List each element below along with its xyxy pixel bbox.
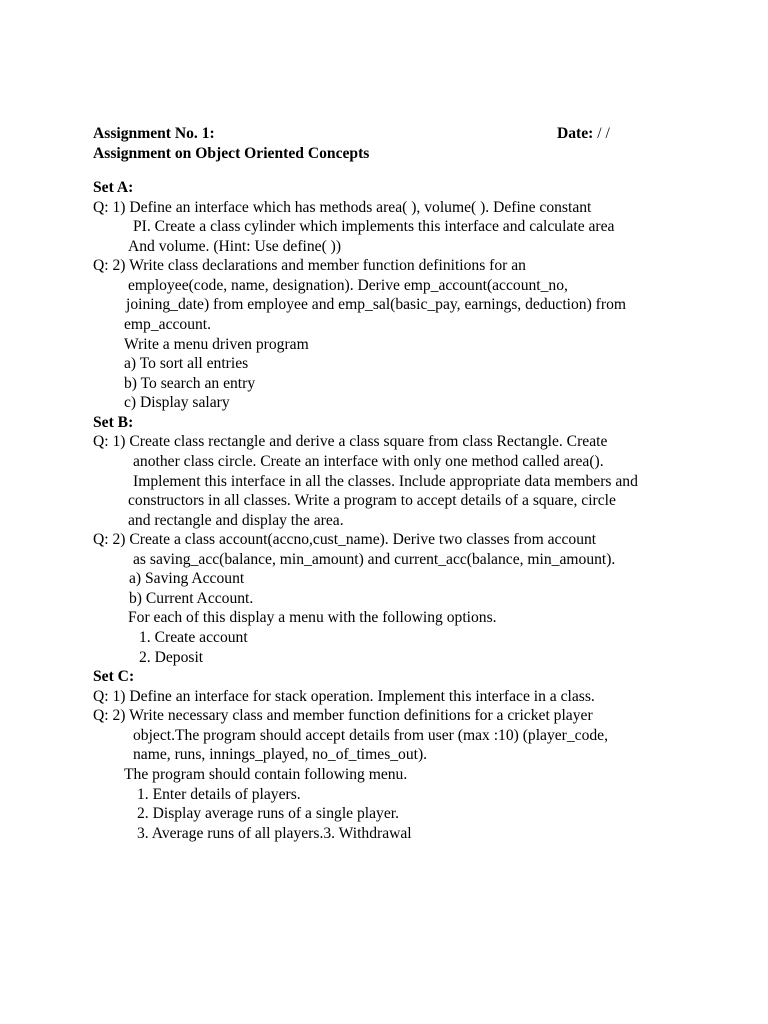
set-c-q2-menu-item: 3. Average runs of all players.3. Withdrawal [137,825,412,842]
set-b-q1-line: and rectangle and display the area. [128,512,344,529]
set-a-q2-line: Q: 2) Write class declarations and member function definitions for an [93,257,526,274]
set-a-q2-line: Write a menu driven program [124,336,309,353]
set-a-q2-option: b) To search an entry [124,375,256,392]
set-b-q1-line: Q: 1) Create class rectangle and derive a class square from class Rectangle. Create [93,433,608,450]
set-a-q2-line: emp_account. [124,316,212,333]
set-a-q2-option: a) To sort all entries [124,355,249,372]
set-a-q1-line: PI. Create a class cylinder which implements this interface and calculate area [133,218,615,235]
set-b-q2-menu-item: 2. Deposit [139,649,204,666]
set-b-q1-line: constructors in all classes. Write a program to accept details of a square, circle [128,492,616,509]
set-c-q1-line: Q: 1) Define an interface for stack operation. Implement this interface in a class. [93,688,595,705]
set-c-q2-menu-item: 1. Enter details of players. [137,786,301,803]
set-c-q2-menu-item: 2. Display average runs of a single player. [137,805,399,822]
set-a-q2-line: joining_date) from employee and emp_sal(basic_pay, earnings, deduction) from [126,296,626,313]
set-c-q2-line: Q: 2) Write necessary class and member function definitions for a cricket player [93,707,593,724]
set-a-q1-line: Q: 1) Define an interface which has methods area( ), volume( ). Define constant [93,199,592,216]
date-field [557,124,610,144]
set-b-q2-line: Q: 2) Create a class account(accno,cust_name). Derive two classes from account [93,531,597,548]
date-value: / / [593,125,610,142]
set-c-q2-line: name, runs, innings_played, no_of_times_out). [133,746,428,763]
set-c-q2-line: The program should contain following menu. [124,766,408,783]
set-b-q2-line: as saving_acc(balance, min_amount) and current_acc(balance, min_amount). [133,551,616,568]
set-b-q2-option: a) Saving Account [129,570,245,587]
assignment-title: Assignment on Object Oriented Concepts [93,145,370,162]
set-b-q2-menu-item: 1. Create account [139,629,248,646]
set-b-q1-line: another class circle. Create an interface with only one method called area(). [133,453,604,470]
set-c-q2-line: object.The program should accept details from user (max :10) (player_code, [133,727,609,744]
set-a-q2-line: employee(code, name, designation). Derive emp_account(account_no, [128,277,568,294]
date-label: Date: [557,125,594,142]
assignment-number: Assignment No. 1: [93,125,215,142]
set-b-q2-line: For each of this display a menu with the following options. [128,609,497,626]
set-b-heading: Set B: [93,414,134,431]
set-a-q2-option: c) Display salary [124,394,230,411]
set-b-q2-option: b) Current Account. [129,590,254,607]
set-c-heading: Set C: [93,668,135,685]
set-a-q1-line: And volume. (Hint: Use define( )) [128,238,342,255]
set-a-heading: Set A: [93,179,134,196]
set-b-q1-line: Implement this interface in all the classes. Include appropriate data members and [133,473,638,490]
